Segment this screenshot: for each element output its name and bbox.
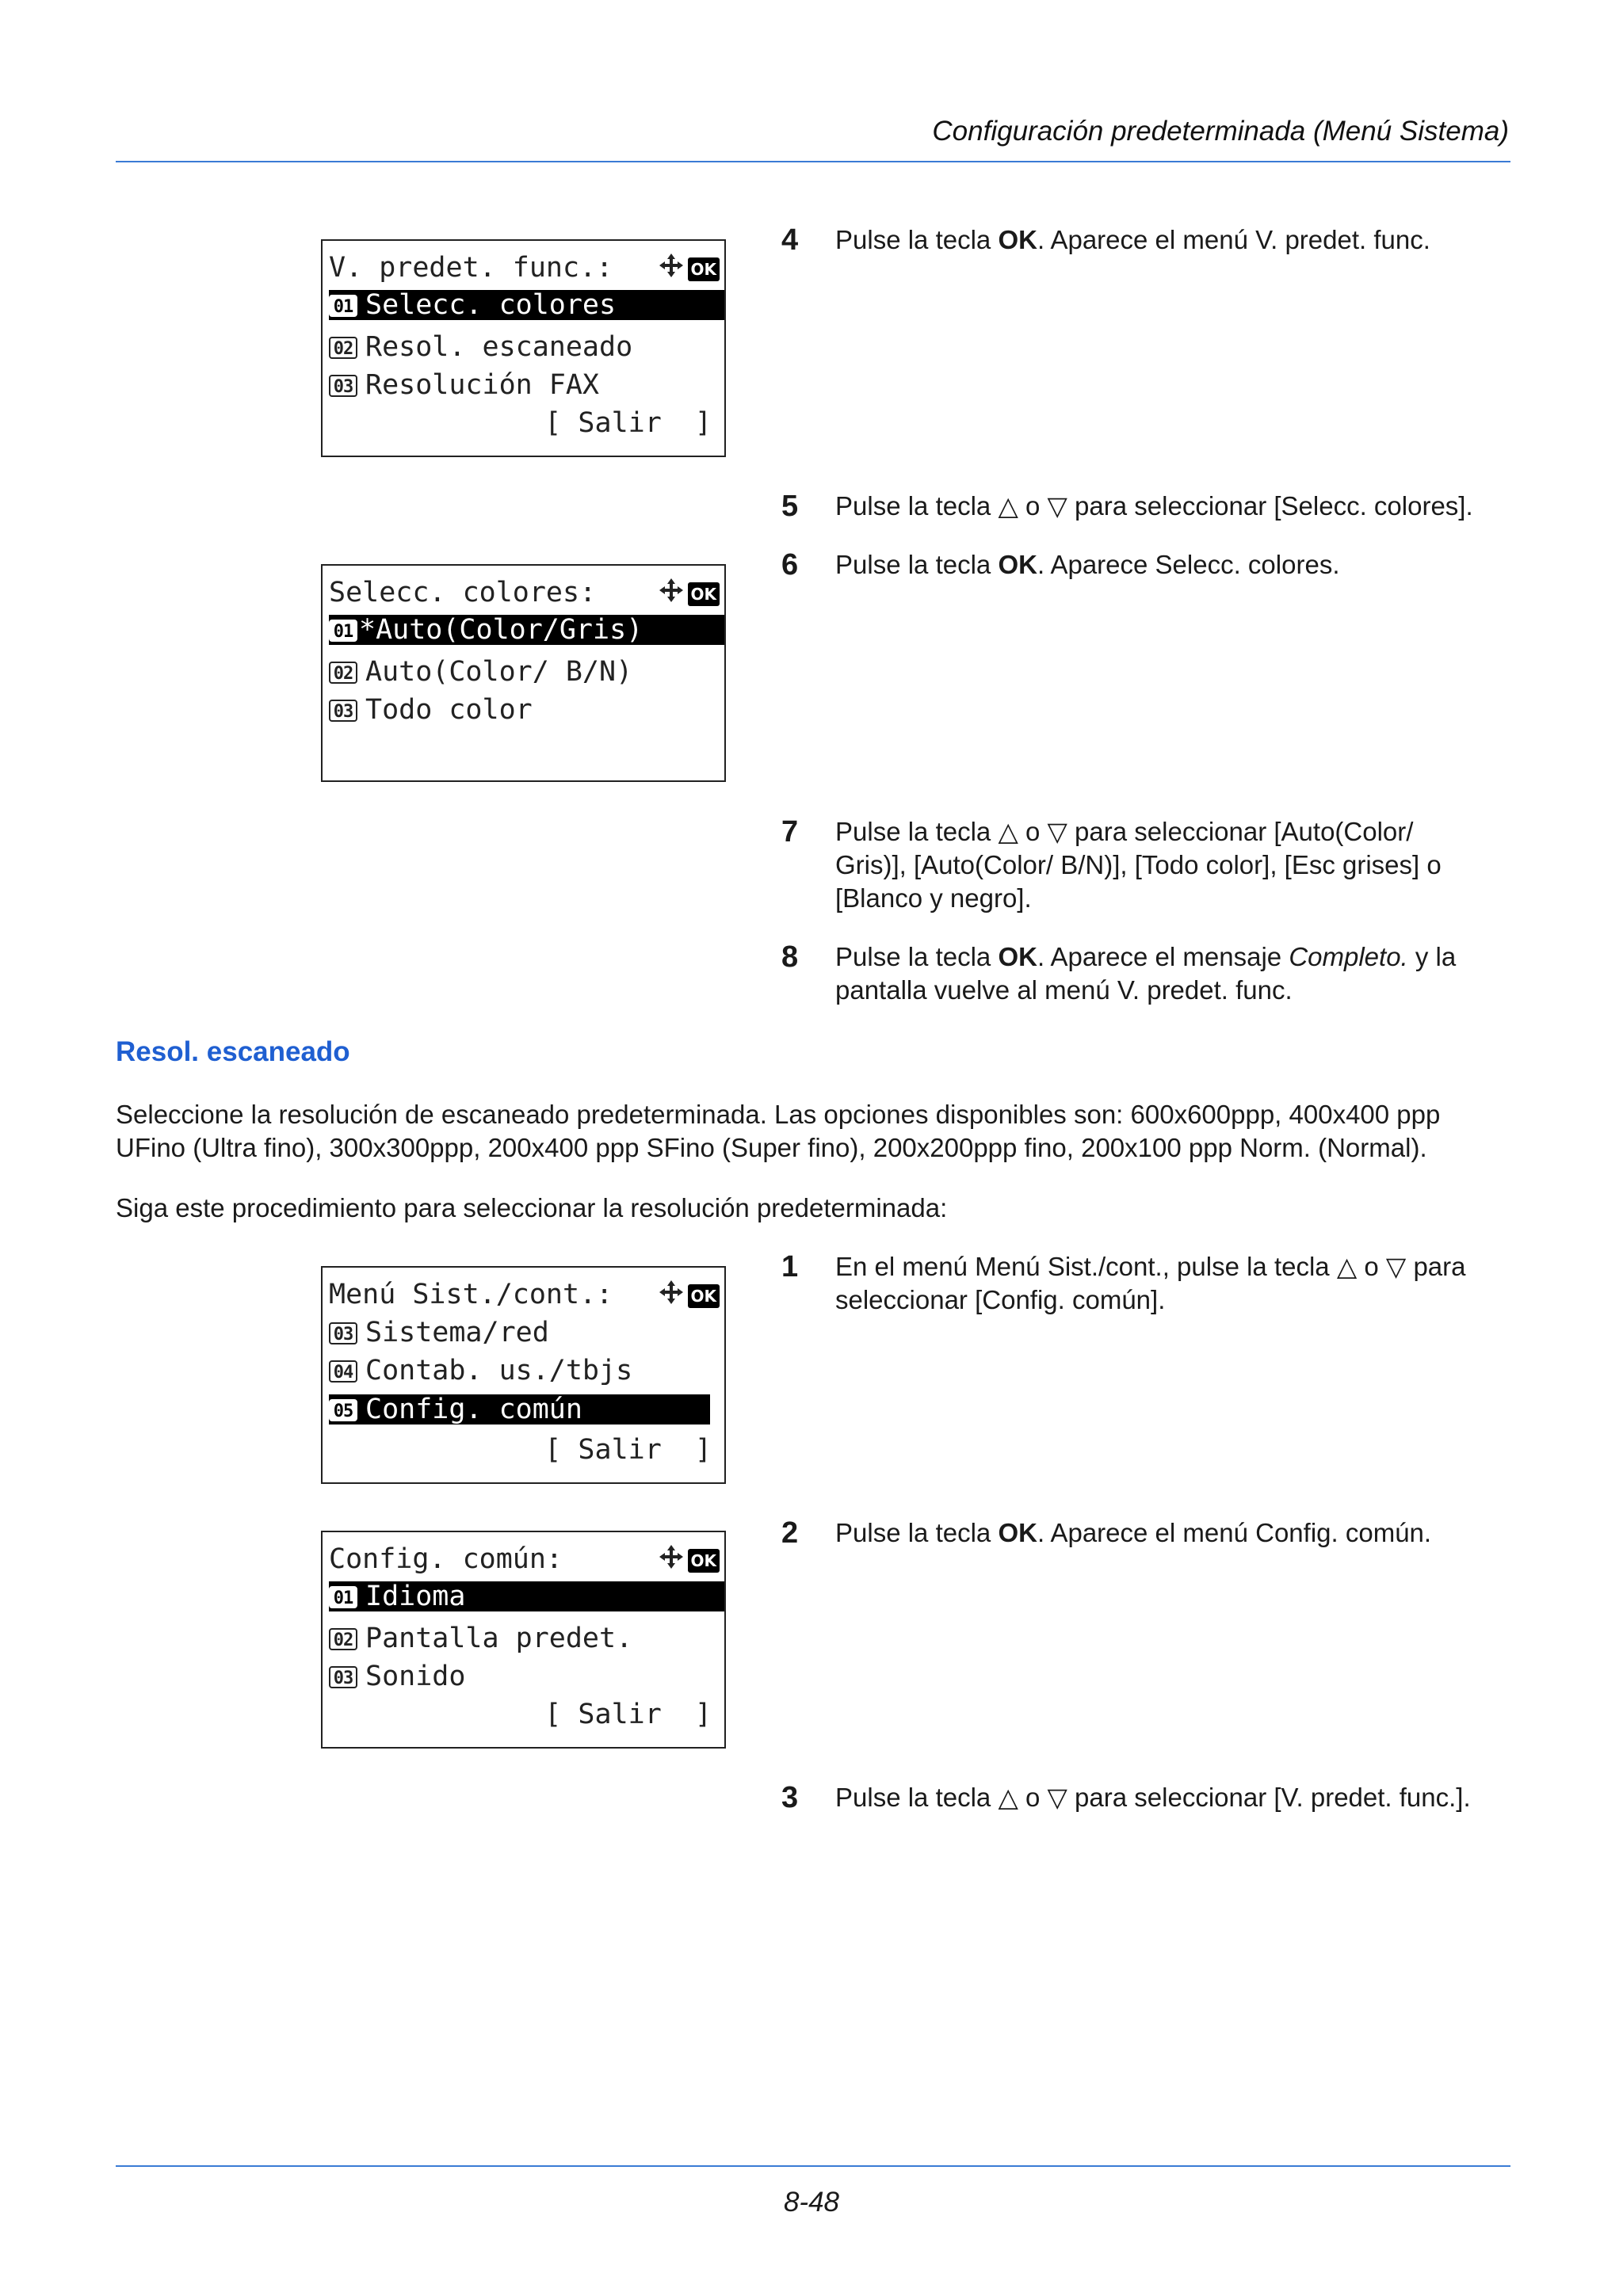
step-number: 7 (781, 815, 799, 849)
four-way-arrow-icon (658, 577, 685, 611)
step-6 (781, 548, 1510, 582)
step-text: Pulse la tecla (835, 225, 999, 254)
step-text: Pulse la tecla △ o ▽ para seleccionar [Auto(Color/ Gris)], [Auto(Color/ B/N)], [Todo color], [Esc grises] o [Blanco y negro]. (835, 817, 1442, 913)
item-number-icon: 02 (329, 337, 357, 359)
step-number: 3 (781, 1781, 799, 1814)
four-way-arrow-icon (658, 252, 685, 286)
lcd-screen-config-comun (321, 1531, 726, 1749)
step-number: 5 (781, 490, 799, 523)
lcd-title: Menú Sist./cont.: (329, 1279, 613, 1310)
section-intro: Seleccione la resolución de escaneado predeterminada. Las opciones disponibles son: 600x600ppp, 400x400 ppp UFino (Ultra fino), 300x300ppp, 200x400 ppp SFino (Super fino), 200x200ppp fino, 200x100 ppp Norm. (Normal). (116, 1100, 1441, 1162)
lcd-item-label: Pantalla predet. (365, 1623, 633, 1654)
step-text: Pulse la tecla △ o ▽ para seleccionar [V. predet. func.]. (835, 1783, 1471, 1812)
step-number: 4 (781, 223, 799, 257)
step-text: Pulse la tecla △ o ▽ para seleccionar [Selecc. colores]. (835, 491, 1473, 521)
item-number-icon: 03 (329, 1322, 357, 1344)
lcd-nav-icons (658, 252, 720, 286)
lcd-item-label: Config. común (365, 1394, 582, 1425)
item-number-icon: 02 (329, 662, 357, 684)
lcd-item (329, 1659, 724, 1694)
header-rule (116, 161, 1510, 162)
step-7 (781, 815, 1479, 915)
lcd-item-label: Idioma (365, 1581, 466, 1612)
page-number: 8-48 (783, 2187, 840, 2218)
step-number: 2 (781, 1516, 799, 1550)
lcd-exit-softkey: [ Salir ] (544, 1434, 712, 1466)
lcd-item-label: Sonido (365, 1661, 466, 1692)
lcd-item-label: Auto(Color/ B/N) (365, 656, 633, 688)
lcd-nav-icons (658, 1279, 720, 1313)
ok-key-label: OK (998, 225, 1037, 254)
ok-key-icon: OK (688, 257, 720, 281)
item-number-icon: 03 (329, 700, 357, 722)
step-text: . Aparece el menú V. predet. func. (1037, 225, 1430, 254)
lcd-item (329, 368, 724, 402)
step-8 (781, 940, 1479, 1007)
lcd-nav-icons (658, 1543, 720, 1577)
lcd-item (329, 654, 724, 689)
step-text: y la pantalla vuelve al menú V. predet. func. (835, 942, 1457, 1005)
lcd-item-label: Todo color (365, 694, 533, 726)
step-text: . Aparece Selecc. colores. (1037, 550, 1340, 579)
lcd-title: Selecc. colores: (329, 577, 597, 608)
section-title: Resol. escaneado (116, 1036, 350, 1067)
lcd-screen-v-predet-func (321, 239, 726, 457)
item-number-icon: 05 (329, 1399, 357, 1421)
lcd-nav-icons (658, 577, 720, 611)
step-4 (781, 223, 1510, 257)
lcd-screen-menu-sist-cont (321, 1266, 726, 1484)
item-number-icon: 04 (329, 1360, 357, 1383)
lcd-item (329, 330, 724, 364)
ok-key-icon: OK (688, 1549, 720, 1573)
lcd-item-selected (329, 1581, 724, 1611)
lcd-item (329, 1315, 724, 1350)
ok-key-label: OK (998, 942, 1037, 971)
ok-key-icon: OK (688, 1284, 720, 1308)
step-number: 6 (781, 548, 799, 582)
item-number-icon: 01 (329, 1586, 357, 1608)
header-title: Configuración predeterminada (Menú Sistema) (932, 116, 1509, 147)
item-number-icon: 03 (329, 1666, 357, 1688)
lcd-item-label: Sistema/red (365, 1317, 549, 1348)
lcd-item-label: Resolución FAX (365, 369, 600, 401)
procedure-intro: Siga este procedimiento para seleccionar la resolución predeterminada: (116, 1193, 948, 1222)
step-number: 1 (781, 1250, 799, 1283)
ok-key-label: OK (998, 550, 1037, 579)
message-completo: Completo. (1289, 942, 1408, 971)
step-text: . Aparece el menú Config. común. (1037, 1518, 1432, 1547)
step-1 (781, 1250, 1510, 1317)
lcd-screen-selecc-colores (321, 564, 726, 782)
ok-key-icon: OK (688, 582, 720, 606)
lcd-item-selected (329, 290, 724, 320)
lcd-item (329, 1621, 724, 1656)
lcd-item-selected (329, 1394, 710, 1425)
four-way-arrow-icon (658, 1543, 685, 1577)
lcd-item (329, 1353, 724, 1388)
step-text: Pulse la tecla (835, 942, 999, 971)
step-text: Pulse la tecla (835, 1518, 999, 1547)
ok-key-label: OK (998, 1518, 1037, 1547)
lcd-item-label: Resol. escaneado (365, 331, 633, 363)
lcd-item-label: Contab. us./tbjs (365, 1355, 633, 1386)
lcd-title: Config. común: (329, 1543, 563, 1575)
step-5 (781, 490, 1510, 523)
step-2 (781, 1516, 1510, 1550)
item-number-icon: 01 (329, 295, 357, 317)
lcd-item-label: Selecc. colores (365, 289, 617, 321)
lcd-item-selected (329, 615, 724, 645)
four-way-arrow-icon (658, 1279, 685, 1313)
lcd-item (329, 692, 724, 727)
footer-rule (116, 2165, 1510, 2167)
step-text: En el menú Menú Sist./cont., pulse la tecla △ o ▽ para seleccionar [Config. común]. (835, 1252, 1466, 1314)
lcd-item-label: *Auto(Color/Gris) (359, 614, 643, 646)
step-text: Pulse la tecla (835, 550, 999, 579)
lcd-exit-softkey: [ Salir ] (544, 1699, 712, 1730)
step-text: . Aparece el mensaje (1037, 942, 1289, 971)
item-number-icon: 03 (329, 375, 357, 397)
lcd-exit-softkey: [ Salir ] (544, 407, 712, 439)
item-number-icon: 02 (329, 1628, 357, 1650)
step-3 (781, 1781, 1510, 1814)
lcd-title: V. predet. func.: (329, 252, 613, 284)
item-number-icon: 01 (329, 620, 357, 642)
step-number: 8 (781, 940, 799, 974)
